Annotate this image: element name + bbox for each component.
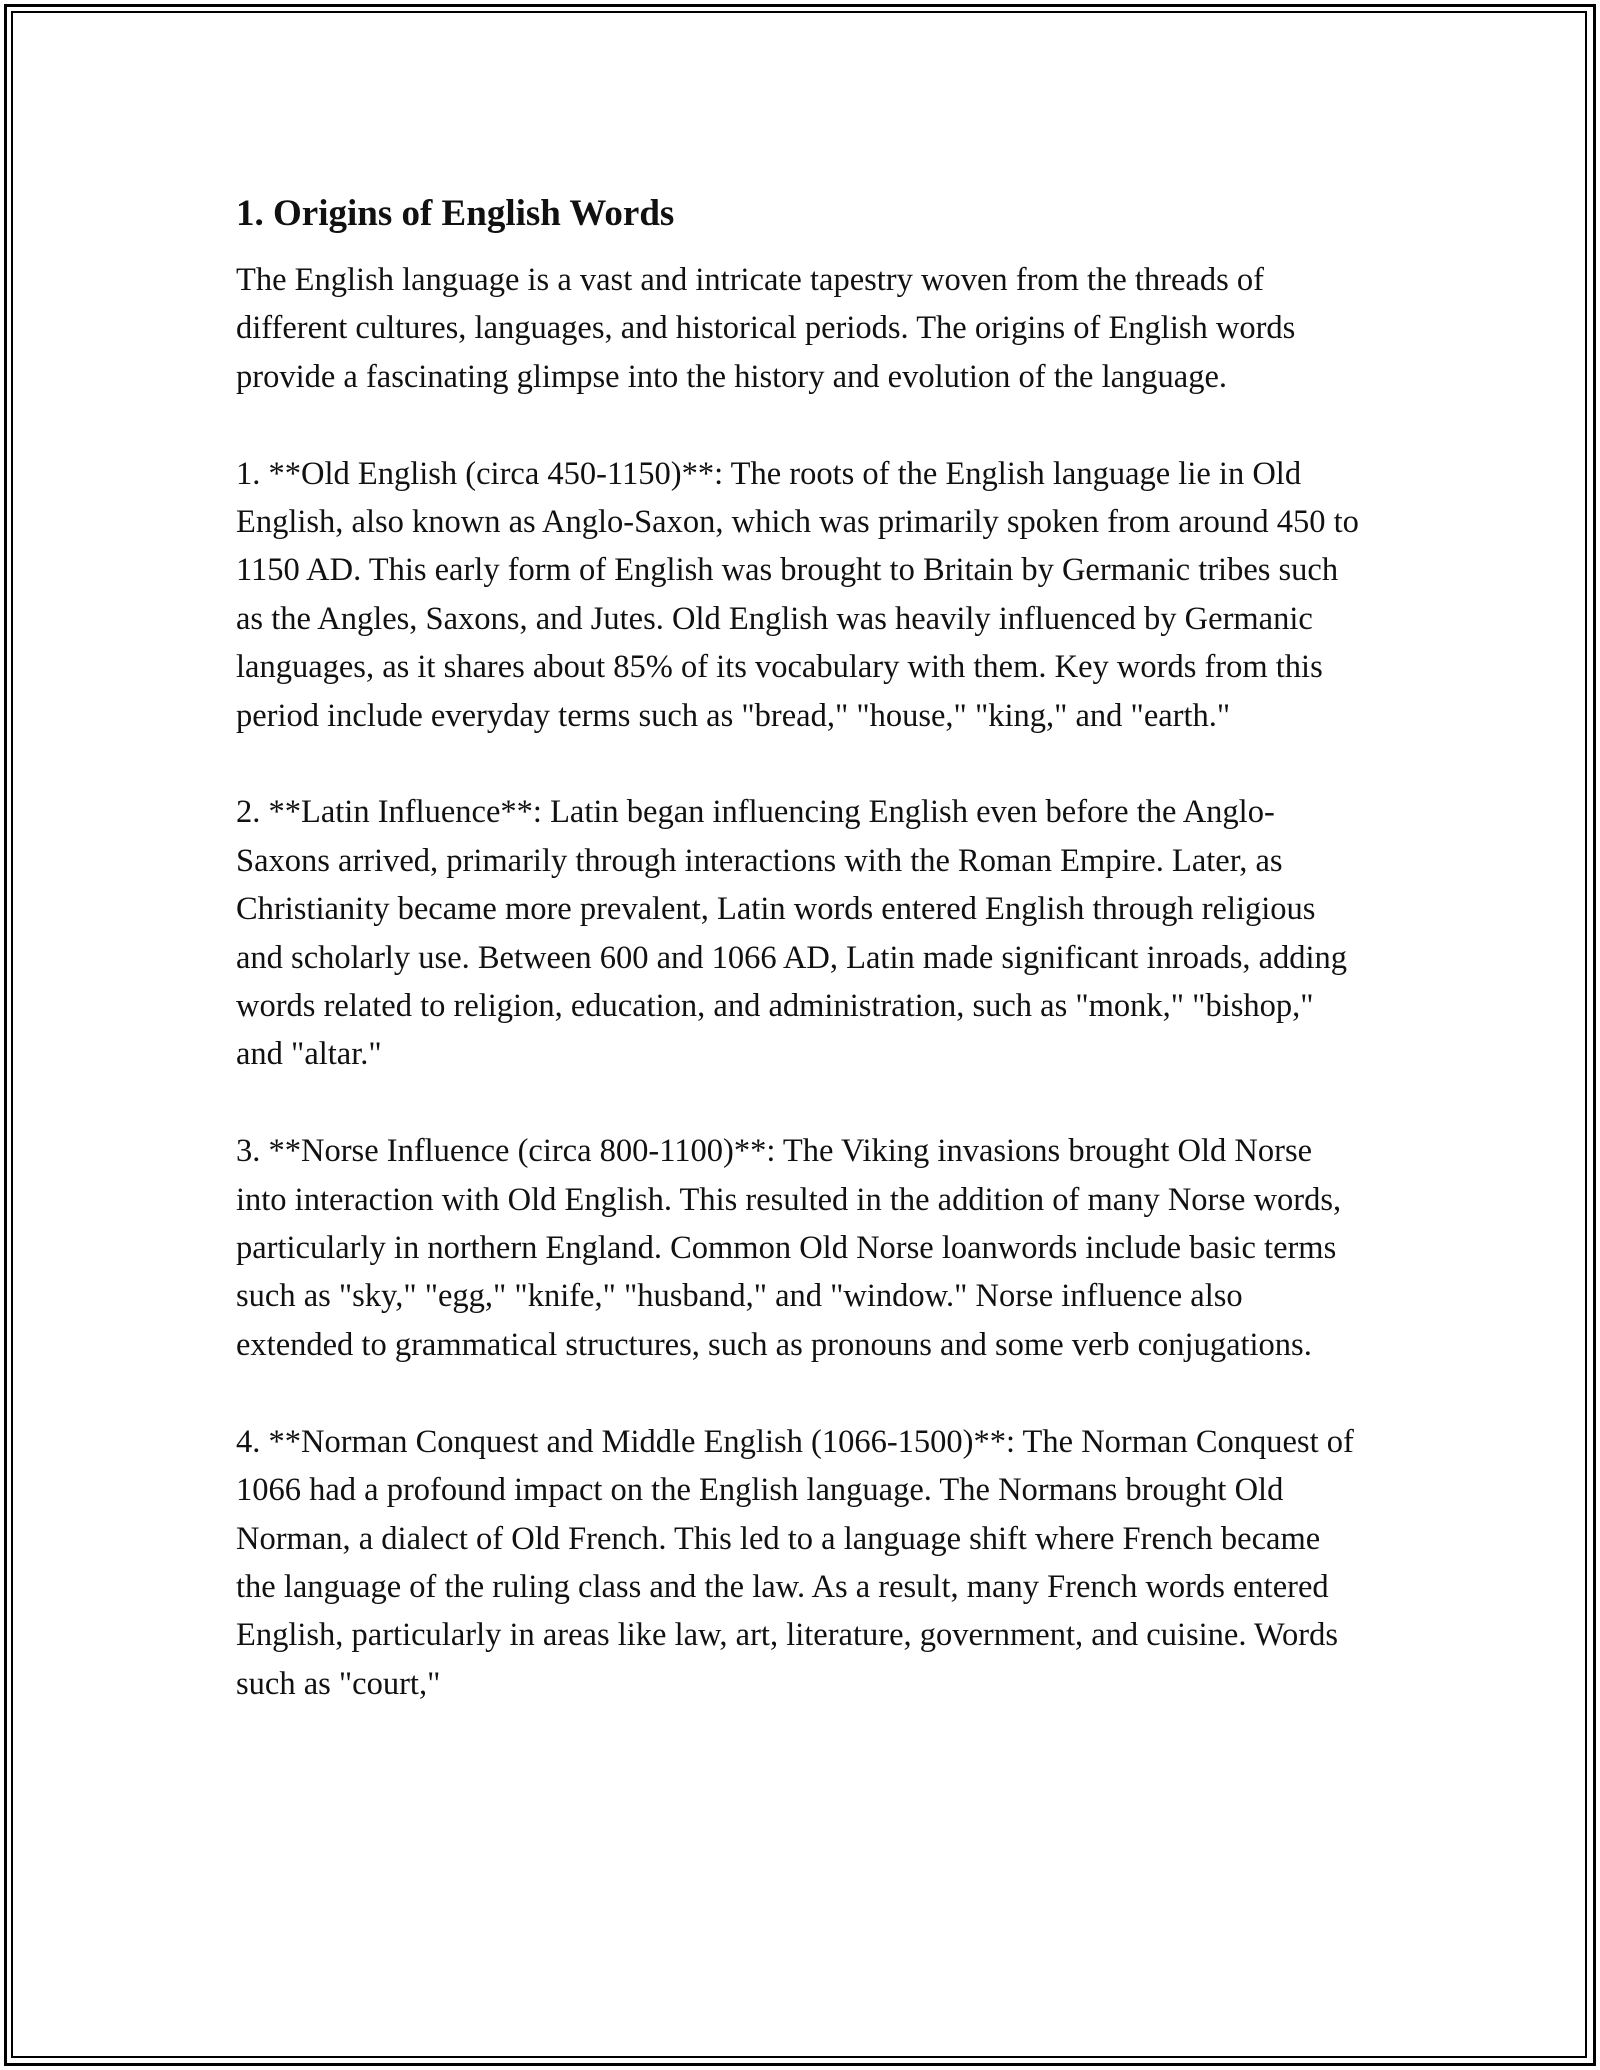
paragraph-norman-conquest: 4. **Norman Conquest and Middle English (1066-1500)**: The Norman Conquest of 1066 had a profound impact on the English language. The Normans brought Old Norman, a dialect of Old French. This led to a language shift where French became the language of the ruling class and the law. As a result, many French words entered English, particularly in areas like law, art, literature, government, and cuisine. Words such as "court," [236,1423,1354,1702]
paragraph-old-english: 1. **Old English (circa 450-1150)**: The roots of the English language lie in Old English, also known as Anglo-Saxon, which was primarily spoken from around 450 to 1150 AD. This early form of English was brought to Britain by Germanic tribes such as the Angles, Saxons, and Jutes. Old English was heavily influenced by Germanic languages, as it shares about 85% of its vocabulary with them. Key words from this period include everyday terms such as "bread," "house," "king," and "earth." [236,455,1359,734]
intro-paragraph: The English language is a vast and intricate tapestry woven from the threads of different cultures, languages, and historical periods. The origins of English words provide a fascinating glimpse into the history and evolution of the language. [236,262,1296,395]
document-body [236,186,1366,1757]
section-heading: 1. Origins of English Words [236,193,675,234]
paragraph-latin-influence: 2. **Latin Influence**: Latin began influencing English even before the Anglo-Saxons arrived, primarily through interactions with the Roman Empire. Later, as Christianity became more prevalent, Latin words entered English through religious and scholarly use. Between 600 and 1066 AD, Latin made significant inroads, adding words related to religion, education, and administration, such as "monk," "bishop," and "altar." [236,794,1348,1073]
paragraph-norse-influence: 3. **Norse Influence (circa 800-1100)**: The Viking invasions brought Old Norse into interaction with Old English. This resulted in the addition of many Norse words, particularly in northern England. Common Old Norse loanwords include basic terms such as "sky," "egg," "knife," "husband," and "window." Norse influence also extended to grammatical structures, such as pronouns and some verb conjugations. [236,1133,1342,1363]
